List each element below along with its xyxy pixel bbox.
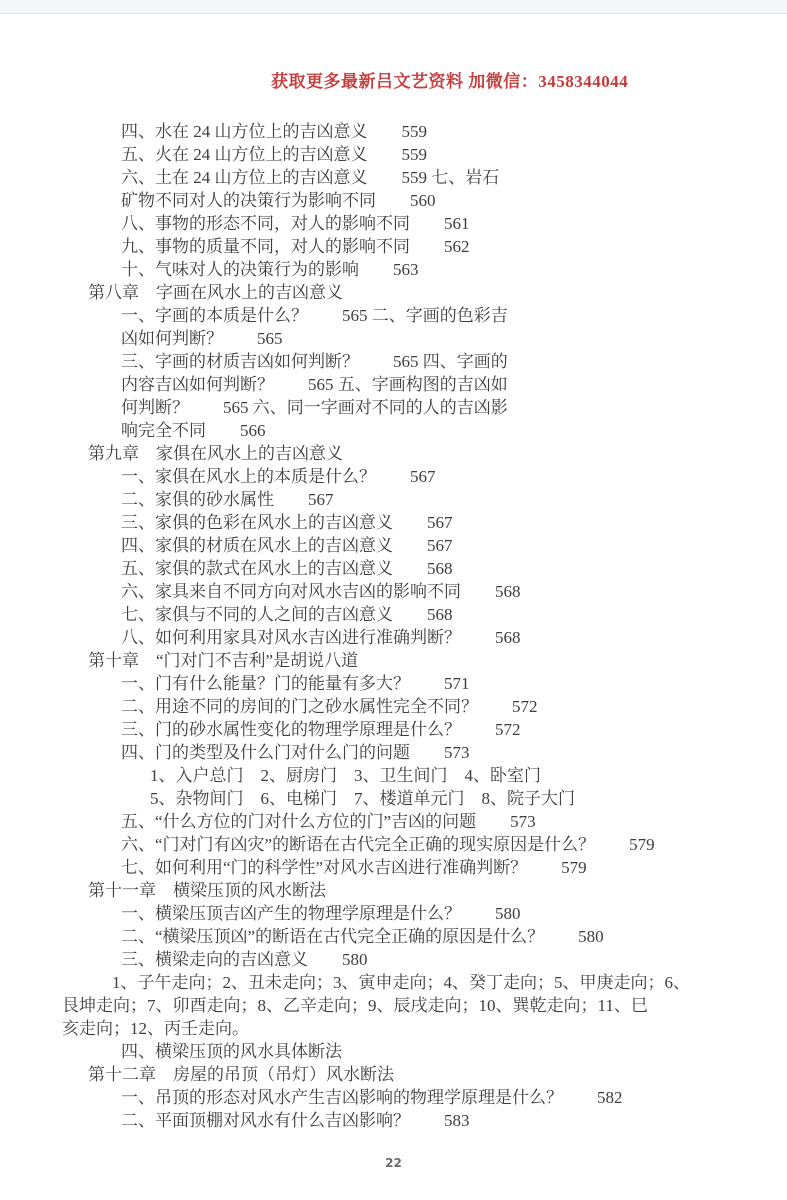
toc-line: 一、字画的本质是什么？ 565 二、字画的色彩吉 <box>121 306 508 325</box>
toc-line: 二、家俱的砂水属性 567 <box>121 490 334 509</box>
toc-line: 一、门有什么能量？门的能量有多大？ 571 <box>121 674 470 693</box>
toc-line: 八、事物的形态不同，对人的影响不同 561 <box>121 214 470 233</box>
toc-line: 七、家俱与不同的人之间的吉凶意义 568 <box>121 605 453 624</box>
watermark-header: 获取更多最新吕文艺资料 加微信：3458344044 <box>271 72 629 91</box>
toc-line: 三、横梁走向的吉凶意义 580 <box>121 950 368 969</box>
toc-line: 四、水在 24 山方位上的吉凶意义 559 <box>121 122 427 141</box>
toc-line: 二、用途不同的房间的门之砂水属性完全不同？ 572 <box>121 697 538 716</box>
toc-line: 五、火在 24 山方位上的吉凶意义 559 <box>121 145 427 164</box>
toc-line: 三、门的砂水属性变化的物理学原理是什么？ 572 <box>121 720 521 739</box>
toc-line: 第八章 字画在风水上的吉凶意义 <box>88 283 343 302</box>
toc-line: 第十章 “门对门不吉利”是胡说八道 <box>88 651 359 670</box>
toc-line: 1、子午走向；2、丑未走向；3、寅申走向；4、癸丁走向；5、甲庚走向；6、 <box>112 973 690 992</box>
toc-line: 五、家俱的款式在风水上的吉凶意义 568 <box>121 559 453 578</box>
toc-line: 四、门的类型及什么门对什么门的问题 573 <box>121 743 470 762</box>
toc-line: 凶如何判断？ 565 <box>121 329 283 348</box>
toc-line: 四、横梁压顶的风水具体断法 <box>121 1042 342 1061</box>
toc-line: 内容吉凶如何判断？ 565 五、字画构图的吉凶如 <box>121 375 508 394</box>
toc-line: 矿物不同对人的决策行为影响不同 560 <box>121 191 436 210</box>
toc-line: 三、家俱的色彩在风水上的吉凶意义 567 <box>121 513 453 532</box>
toc-line: 一、吊顶的形态对风水产生吉凶影响的物理学原理是什么？ 582 <box>121 1088 623 1107</box>
toc-content <box>0 120 787 1132</box>
top-band <box>0 0 787 14</box>
toc-line: 九、事物的质量不同，对人的影响不同 562 <box>121 237 470 256</box>
toc-line: 八、如何利用家具对风水吉凶进行准确判断？ 568 <box>121 628 521 647</box>
toc-line: 第十一章 横梁压顶的风水断法 <box>88 881 326 900</box>
toc-line: 响完全不同 566 <box>121 421 266 440</box>
toc-line: 1、入户总门 2、厨房门 3、卫生间门 4、卧室门 <box>150 766 541 785</box>
toc-line: 五、“什么方位的门对什么方位的门”吉凶的问题 573 <box>121 812 536 831</box>
toc-line: 六、家具来自不同方向对风水吉凶的影响不同 568 <box>121 582 521 601</box>
toc-line: 二、平面顶棚对风水有什么吉凶影响？ 583 <box>121 1111 470 1130</box>
page-number: 22 <box>385 1156 402 1170</box>
toc-line: 七、如何利用“门的科学性”对风水吉凶进行准确判断？ 579 <box>121 858 587 877</box>
toc-line: 一、家俱在风水上的本质是什么？ 567 <box>121 467 436 486</box>
toc-line: 第九章 家俱在风水上的吉凶意义 <box>88 444 343 463</box>
toc-line: 十、气味对人的决策行为的影响 563 <box>121 260 419 279</box>
toc-line: 艮坤走向；7、卯酉走向；8、乙辛走向；9、辰戌走向；10、巽乾走向；11、巳 <box>62 996 648 1015</box>
toc-line: 5、杂物间门 6、电梯门 7、楼道单元门 8、院子大门 <box>150 789 575 808</box>
toc-line: 六、土在 24 山方位上的吉凶意义 559 七、岩石 <box>121 168 500 187</box>
toc-line: 一、横梁压顶吉凶产生的物理学原理是什么？ 580 <box>121 904 521 923</box>
toc-line: 亥走向；12、丙壬走向。 <box>62 1019 249 1038</box>
toc-line: 三、字画的材质吉凶如何判断？ 565 四、字画的 <box>121 352 508 371</box>
toc-line: 第十二章 房屋的吊顶（吊灯）风水断法 <box>88 1065 394 1084</box>
toc-line: 六、“门对门有凶灾”的断语在古代完全正确的现实原因是什么？ 579 <box>121 835 655 854</box>
toc-line: 二、“横梁压顶凶”的断语在古代完全正确的原因是什么？ 580 <box>121 927 604 946</box>
toc-line: 何判断？ 565 六、同一字画对不同的人的吉凶影 <box>121 398 508 417</box>
toc-line: 四、家俱的材质在风水上的吉凶意义 567 <box>121 536 453 555</box>
